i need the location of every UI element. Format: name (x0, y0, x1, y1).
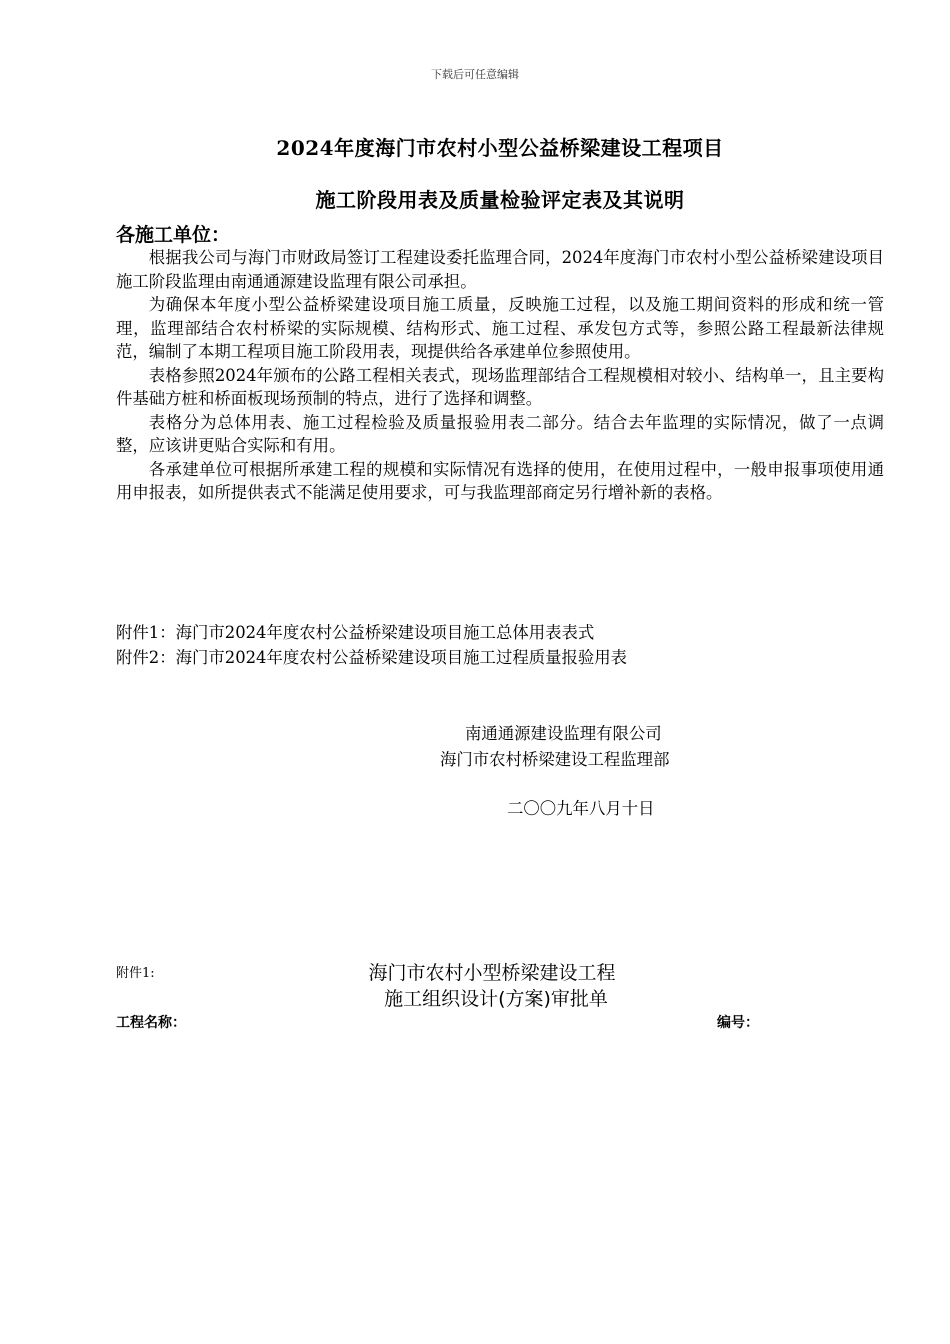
attachment-item: 附件1：海门市2024年度农村公益桥梁建设项目施工总体用表表式 (116, 623, 595, 642)
paragraph: 为确保本年度小型公益桥梁建设项目施工质量，反映施工过程，以及施工期间资料的形成和统一管理，监理部结合农村桥梁的实际规模、结构形式、施工过程、承发包方式等，参照公路工程最新法律规范，编制了本期工程项目施工阶段用表，现提供给各承建单位参照使用。 (116, 295, 884, 361)
paragraph: 表格参照2024年颁布的公路工程相关表式，现场监理部结合工程规模相对较小、结构单一，且主要构件基础方桩和桥面板现场预制的特点，进行了选择和调整。 (116, 365, 884, 408)
form-title-line1: 海门市农村小型桥梁建设工程 (368, 962, 616, 984)
form-attachment-label: 附件1: (116, 966, 155, 981)
paragraph: 表格分为总体用表、施工过程检验及质量报验用表二部分。结合去年监理的实际情况，做了一点调整，应该讲更贴合实际和有用。 (116, 412, 884, 455)
signature-date: 二〇〇九年八月十日 (507, 799, 655, 818)
paragraph: 根据我公司与海门市财政局签订工程建设委托监理合同，2024年度海门市农村小型公益桥梁建设项目施工阶段监理由南通通源建设监理有限公司承担。 (116, 248, 884, 291)
number-label: 编号： (717, 1015, 759, 1031)
attachment-item: 附件2：海门市2024年度农村公益桥梁建设项目施工过程质量报验用表 (116, 648, 628, 667)
document-title-line1: 2024年度海门市农村小型公益桥梁建设工程项目 (276, 136, 724, 160)
attachment-list (116, 620, 627, 670)
body-text (116, 246, 884, 505)
salutation: 各施工单位： (116, 224, 231, 246)
project-name-label: 工程名称： (116, 1015, 186, 1031)
form-title-line2: 施工组织设计(方案)审批单 (384, 988, 608, 1010)
header-note: 下载后可任意编辑 (431, 68, 519, 81)
signature-department: 海门市农村桥梁建设工程监理部 (440, 750, 670, 769)
paragraph: 各承建单位可根据所承建工程的规模和实际情况有选择的使用，在使用过程中，一般申报事项使用通用申报表，如所提供表式不能满足使用要求，可与我监理部商定另行增补新的表格。 (116, 459, 884, 502)
document-title-line2: 施工阶段用表及质量检验评定表及其说明 (315, 188, 685, 212)
signature-company: 南通通源建设监理有限公司 (465, 724, 662, 743)
